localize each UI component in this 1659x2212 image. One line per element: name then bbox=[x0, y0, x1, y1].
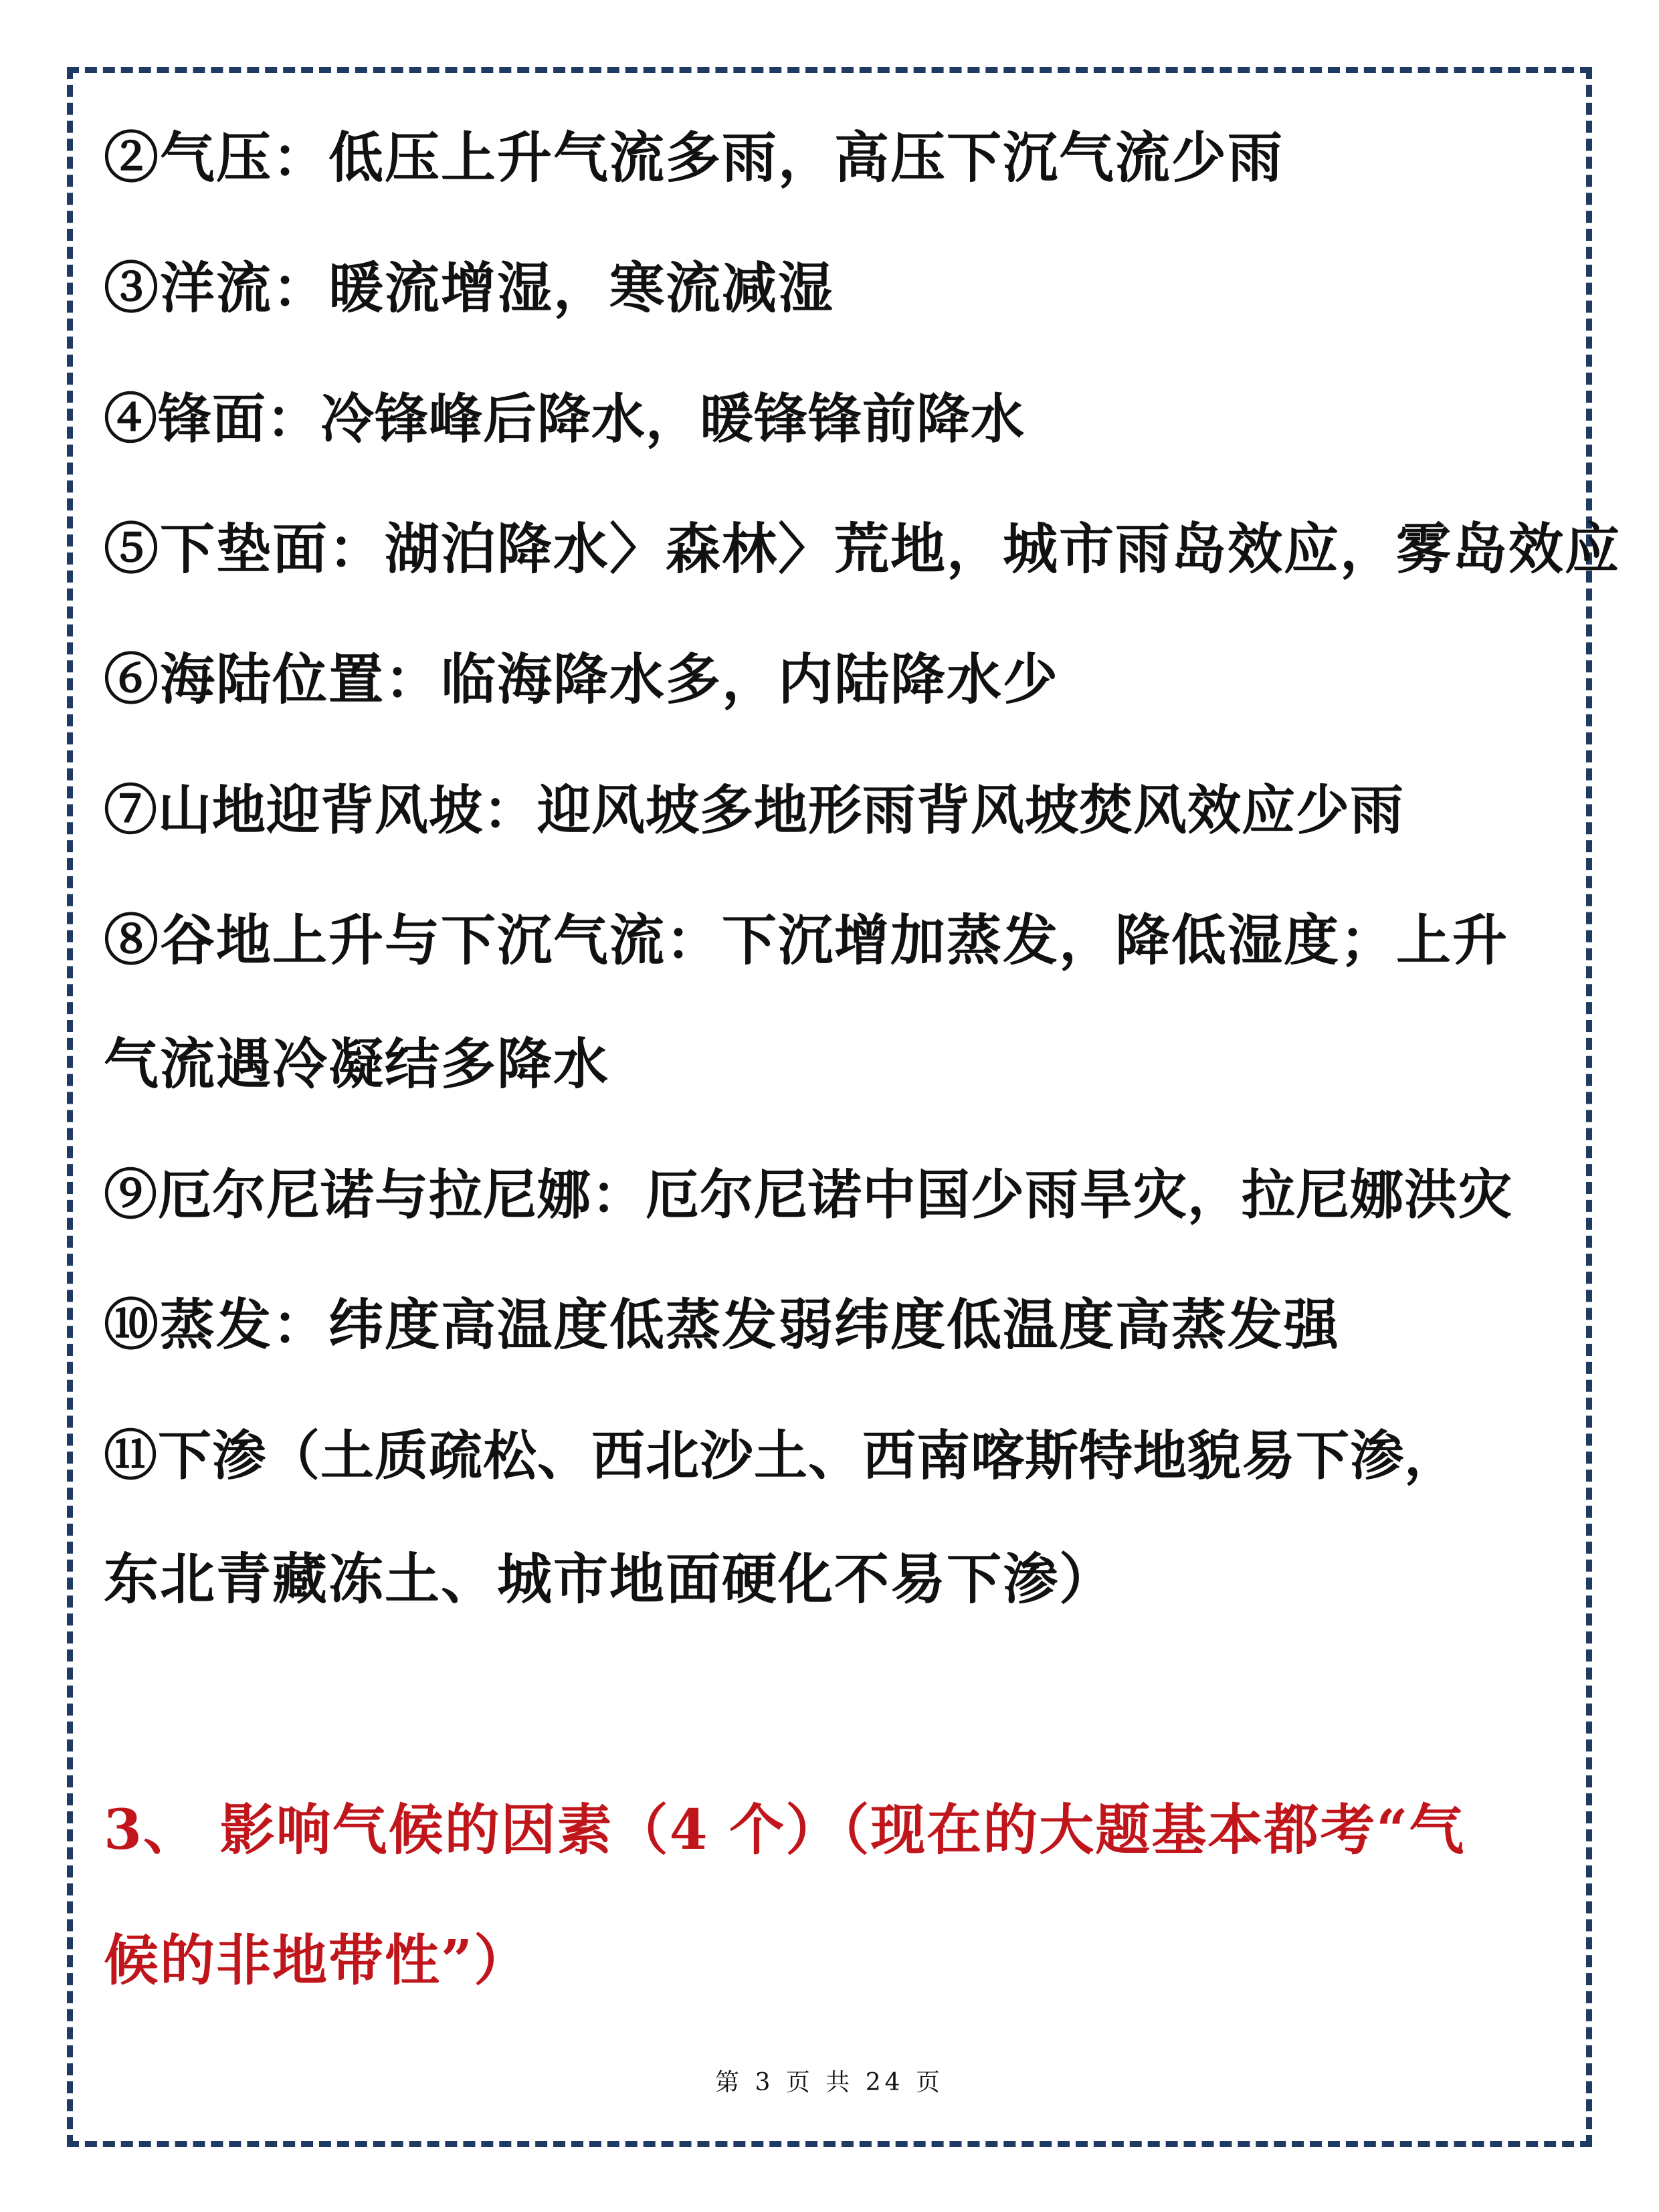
list-item-valley-airflow: ⑧谷地上升与下沉气流：下沉增加蒸发，降低湿度；上升 bbox=[104, 908, 1509, 973]
list-item-underlying-surface: ⑤下垫面：湖泊降水〉森林〉荒地，城市雨岛效应，雾岛效应 bbox=[104, 517, 1622, 581]
section-heading-line-2: 候的非地带性”） bbox=[104, 1928, 530, 1993]
list-item-infiltration: ⑪下渗（土质疏松、西北沙土、西南喀斯特地貌易下渗， bbox=[104, 1424, 1458, 1487]
list-item-el-nino-la-nina: ⑨厄尔尼诺与拉尼娜：厄尔尼诺中国少雨旱灾，拉尼娜洪灾 bbox=[104, 1163, 1512, 1226]
list-item-valley-airflow-continued: 气流遇冷凝结多降水 bbox=[104, 1032, 610, 1096]
section-heading-line-1: 3、 影响气候的因素（4 个）（现在的大题基本都考“气 bbox=[104, 1798, 1466, 1862]
list-item-front: ④锋面：冷锋峰后降水，暖锋锋前降水 bbox=[104, 387, 1025, 450]
document-body bbox=[104, 126, 1622, 1679]
list-item-infiltration-continued: 东北青藏冻土、城市地面硬化不易下渗） bbox=[104, 1547, 1116, 1611]
list-item-windward-leeward: ⑦山地迎背风坡：迎风坡多地形雨背风坡焚风效应少雨 bbox=[104, 779, 1404, 841]
list-item-evaporation: ⑩蒸发：纬度高温度低蒸发弱纬度低温度高蒸发强 bbox=[104, 1293, 1341, 1357]
page-number-footer: 第 3 页 共 24 页 bbox=[715, 2069, 944, 2096]
list-item-land-sea-position: ⑥海陆位置：临海降水多，内陆降水少 bbox=[104, 647, 1060, 712]
list-item-pressure: ②气压：低压上升气流多雨，高压下沉气流少雨 bbox=[104, 126, 1284, 190]
list-item-ocean-current: ③洋流：暖流增湿，寒流减湿 bbox=[104, 256, 835, 320]
section-heading bbox=[104, 1799, 1569, 1991]
